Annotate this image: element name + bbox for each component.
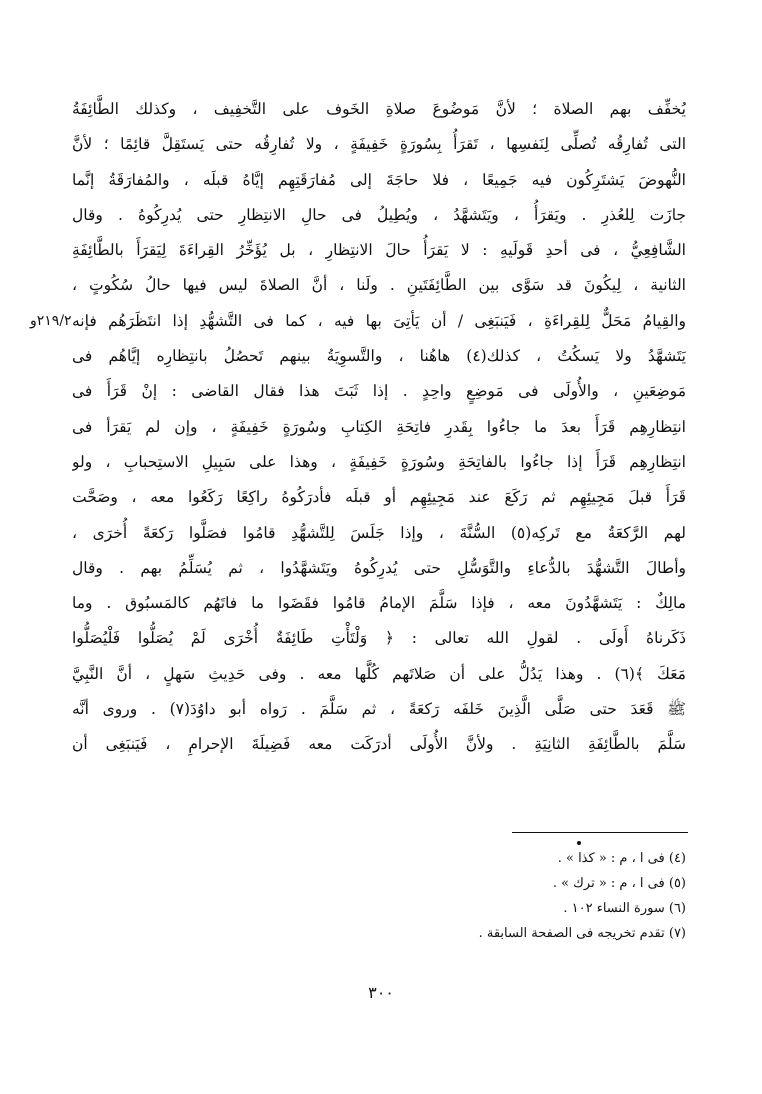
text-line: الشَّافِعِيُّ ، فى أحدِ قَولَيهِ : لا يَقرَأُ حالَ الانتِظارِ ، بل يُؤَخِّرُ القِراءَةَ لِيَقرَأَ بالطَّائِفَةِ (72, 241, 686, 260)
text-line: قَرَأَ قبلَ مَجِيئِهِم ثم رَكَعَ عند مَجِيئِهِم أو قبلَه فأدرَكُوهُ راكِعًا رَكَعُوا معه ، وصَحَّت (72, 488, 686, 507)
footnote-separator (512, 832, 688, 833)
text-line: ﷺ قَعَدَ حتى صَلَّى الَّذِينَ خَلفَه رَكعَةً ، ثم سَلَّمَ . رَواه أبو داوُدَ(٧) . وروى أنَّه (72, 700, 686, 719)
text-line: والقِيامُ مَحَلٌّ لِلقِراءَةِ ، فَيَنبَغِى / أن يَأتِىَ بها فيه ، كما فى التَّشهُّدِ إذا انتَظَرَهُم فإنه (72, 311, 686, 330)
text-line: لهم الرَّكعَةُ مع تَركِه(٥) السُّنَّةَ ، وإذا جَلَسَ لِلتَّشهُّدِ قامُوا فصَلَّوا رَكعَةً أُخرَى ، (72, 523, 686, 542)
main-text (72, 92, 686, 763)
text-line: النُّهوضَ يَشتَرِكُون فيه جَمِيعًا ، فلا حاجَةَ إلى مُفارَقَتِهِم إيَّاهُ قبلَه ، والمُفارَقَةُ إنَّما (72, 170, 686, 189)
text-line: مالِكٌ : يَتَشهَّدُونَ معه ، فإذا سَلَّمَ الإمامُ قامُوا فقَضَوا ما فاتَهُم كالمَسبُوق . وما (72, 594, 686, 613)
footnotes (280, 846, 686, 946)
text-line: التى تُفارِقُه تُصلِّى لِنَفسِها ، تَقرَأُ بِسُورَةٍ خَفِيفَةٍ ، ولا تُفارِقُه حتى يَستَقِلَّ قائِمًا ؛ لأنَّ (72, 135, 686, 154)
text-line: انتِظارِهِم قَرَأَ إذا جاءُوا بالفاتِحَةِ وسُورَةٍ خَفِيفَةٍ ، وهذا على سَبِيلِ الاستِحبابِ ، ولو (72, 452, 686, 471)
text-line: مَوضِعَينِ ، والأُولَى فى مَوضِعٍ واحِدٍ . إذا ثَبَتَ هذا فقال القاضى : إنْ قَرَأَ فى (72, 382, 686, 401)
text-line: انتِظارِهِم قَرَأَ بعدَ ما جاءُوا بِقَدرِ فاتِحَةِ الكِتابِ وسُورَةٍ خَفِيفَةٍ ، وإن لم يَقرَأ فى (72, 417, 686, 436)
manuscript-folio-reference: ٢١٩/٢و (30, 313, 72, 329)
text-line: الثانية ، لِيكُونَ قد سَوَّى بين الطَّائِفَتَينِ . ولَنا ، أنَّ الصلاةَ ليس فيها حالُ سُكُوتٍ ، (72, 276, 686, 295)
footnote: (٥) فى ا ، م : « ترك » . (552, 876, 686, 891)
text-line: يُخفِّف بهم الصلاة ؛ لأنَّ مَوضُوعَ صلاةِ الخَوف على التَّخفِيف ، وكذلك الطَّائِفَةُ (72, 100, 686, 118)
footnote-mark-dot (577, 841, 581, 845)
footnote: (٤) فى ا ، م : « كذا » . (557, 851, 686, 866)
text-line: جازَت لِلعُذرِ . ويَقرَأُ ، ويَتَشهَّدُ ، ويُطِيلُ فى حالِ الانتِظارِ حتى يُدرِكُوهُ . وقال (72, 205, 686, 224)
text-line: يَتَشهَّدُ ولا يَسكُتُ ، كذلك(٤) هاهُنا ، والتَّسوِيَةُ بينهم تَحصُلُ بانتِظارِه إيَّاهُم فى (72, 347, 686, 366)
text-line: وأطالَ التَّشهُّدَ بالدُّعاءِ والتَّوَسُّلِ حتى يُدرِكُوهُ ويَتَشهَّدُوا ، ثم يُسَلِّمُ بهم . وقال (72, 558, 686, 577)
page-number: ٣٠٠ (368, 983, 394, 1002)
footnote: (٦) سورة النساء ١٠٢ . (563, 901, 686, 916)
footnote: (٧) تقدم تخريجه فى الصفحة السابقة . (478, 926, 686, 941)
text-line: ذَكَرناهُ أَولَى . لقولِ الله تعالى : ﴿ وَلْتَأْتِ طَائِفَةٌ أُخْرَى لَمْ يُصَلُّوا فَلْيُصَلُّوا (72, 629, 686, 648)
text-line: سَلَّمَ بالطَّائِفَةِ الثانِيَةِ . ولأنَّ الأُولَى أدرَكَت معه فَضِيلَةَ الإحرامِ ، فَيَنبَغِى أن (72, 735, 686, 754)
text-line: مَعَكَ ﴾(٦) . وهذا يَدُلُّ على أن صَلاتَهم كُلَّها معه . وفى حَدِيثِ سَهلٍ ، أنَّ النَّبِيَّ (72, 664, 686, 683)
